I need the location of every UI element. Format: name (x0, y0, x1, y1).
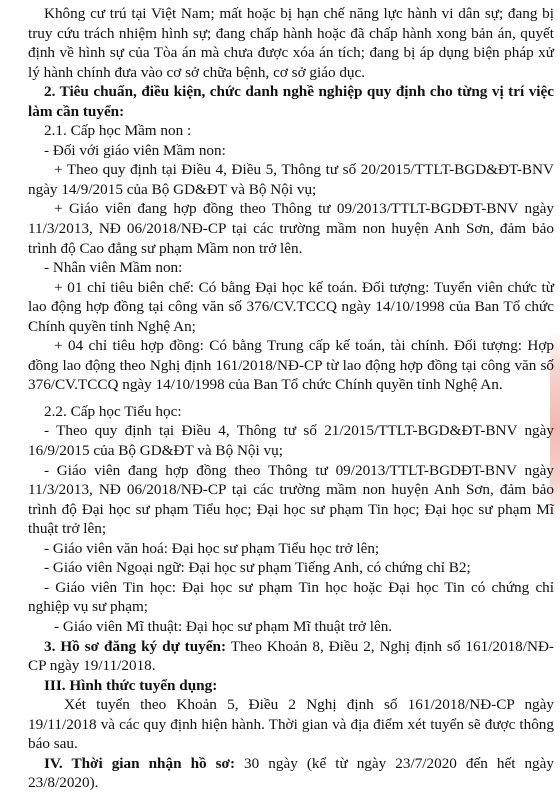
primary-art-teacher: - Giáo viên Mĩ thuật: Đại học sư phạm Mĩ thuật trở lên. (54, 617, 393, 635)
primary-culture-teacher: - Giáo viên văn hoá: Đại học sư phạm Tiểu học trở lên; (44, 539, 380, 557)
primary-rule-1: - Theo quy định tại Điều 4, Thông tư số 21/2015/TTLT-BGD&ĐT-BNV ngày 16/9/2015 của Bộ GD&ĐT và Bộ Nội vụ; (28, 422, 554, 460)
recruitment-method-text: Xét tuyển theo Khoản 5, Điều 2 Nghị định số 161/2018/NĐ-CP ngày 19/11/2018 và các quy định hiện hành. Thời gian và địa điểm xét tuyển sẽ được thông báo sau. (28, 696, 554, 753)
preschool-staff-label: - Nhân viên Mầm non: (44, 259, 183, 277)
preschool-teacher-rule-1: + Theo quy định tại Điều 4, Điều 5, Thông tư số 20/2015/TTLT-BGD&ĐT-BNV ngày 14/9/2015 của Bộ GD&ĐT và Bộ Nội vụ; (28, 161, 554, 198)
preschool-teacher-rule-2: + Giáo viên đang hợp đồng theo Thông tư 09/2013/TTLT-BGDĐT-BNV ngày 11/3/2013, NĐ 06/2018/NĐ-CP tại các trường mầm non huyện Anh Sơn, đảm bảo trình độ Cao đẳng sư phạm Mầm non trở lên. (28, 200, 554, 257)
section-3-heading: 3. Hồ sơ đăng ký dự tuyển: (44, 637, 226, 655)
document-body (28, 4, 554, 793)
heading-section-iii: III. Hình thức tuyển dụng: (44, 676, 218, 694)
subheading-preschool: 2.1. Cấp học Mầm non : (44, 122, 192, 140)
section-3-paragraph (28, 637, 554, 676)
preschool-teacher-label: - Đối với giáo viên Mầm non: (44, 141, 226, 159)
ineligibility-paragraph: Không cư trú tại Việt Nam; mất hoặc bị hạn chế năng lực hành vi dân sự; đang bị truy cứu trách nhiệm hình sự; đang chấp hành hoặc đã chấp hành xong bản án, quyết định về hình sự của Tòa án mà chưa được xóa án tích; đang bị áp dụng biện pháp xử lý hành chính đưa vào cơ sở chữa bệnh, cơ sở giáo dục. (28, 5, 554, 81)
spacer (28, 395, 554, 402)
section-iv-text: 30 ngày (kể từ ngày 23/7/2020 đến hết ngày 23/8/2020). (28, 754, 554, 792)
preschool-staff-rule-2: + 04 chỉ tiêu hợp đồng: Có bằng Trung cấp kế toán, tài chính. Đối tượng: Hợp đồng lao động theo Nghị định 161/2018/NĐ-CP từ lao động hợp đồng tại công văn số 376/CV.TCCQ ngày 14/10/1998 của Ban Tổ chức Chính quyền tỉnh Nghệ An. (28, 337, 554, 394)
preschool-staff-rule-1: + 01 chỉ tiêu biên chế: Có bằng Đại học kế toán. Đối tượng: Tuyển viên chức từ lao động hợp đồng tại công văn số 376/CV.TCCQ ngày 14/10/1998 của Ban Tổ chức Chính quyền tỉnh Nghệ An; (28, 278, 554, 335)
section-iv-paragraph (28, 754, 554, 793)
primary-it-teacher: - Giáo viên Tin học: Đại học sư phạm Tin học hoặc Đại học Tin có chứng chỉ nghiệp vụ sư phạm; (28, 578, 554, 616)
primary-language-teacher: - Giáo viên Ngoại ngữ: Đại học sư phạm Tiếng Anh, có chứng chỉ B2; (44, 559, 471, 577)
section-3-text: Theo Khoản 8, Điều 2, Nghị định số 161/2018/NĐ-CP ngày 19/11/2018. (28, 637, 554, 675)
subheading-primary: 2.2. Cấp học Tiểu học: (44, 402, 182, 420)
section-iv-heading: IV. Thời gian nhận hồ sơ: (44, 754, 236, 772)
heading-section-2: 2. Tiêu chuẩn, điều kiện, chức danh nghề nghiệp quy định cho từng vị trí việc làm cần tuyển: (28, 83, 554, 120)
primary-rule-2: - Giáo viên đang hợp đồng theo Thông tư 09/2013/TTLT-BGDĐT-BNV ngày 11/3/2013, NĐ 06/2018/NĐ-CP tại các trường mầm non huyện Anh Sơn, đảm bảo trình độ Đại học sư phạm Tiểu học; Đại học sư phạm Tin học; Đại học sư phạm Mĩ thuật trở lên; (28, 461, 554, 538)
